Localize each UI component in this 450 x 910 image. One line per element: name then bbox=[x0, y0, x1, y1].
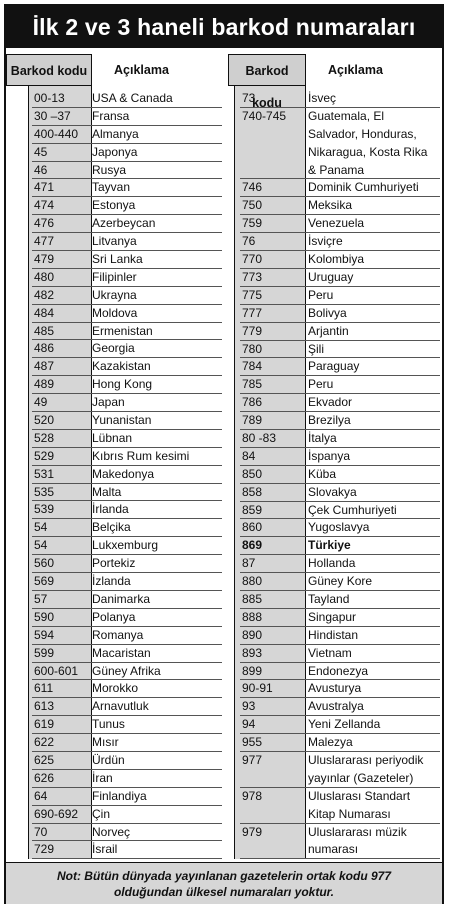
table-row bbox=[240, 788, 440, 824]
table-row bbox=[32, 841, 222, 859]
country-name: İtalya bbox=[308, 430, 337, 445]
barcode-code: 780 bbox=[242, 341, 263, 356]
right-desc-header: Açıklama bbox=[328, 63, 383, 77]
barcode-code: 76 bbox=[242, 234, 256, 249]
barcode-code: 57 bbox=[34, 591, 48, 606]
table-row bbox=[240, 716, 440, 734]
table-row bbox=[240, 698, 440, 716]
barcode-code: 979 bbox=[242, 824, 263, 839]
table-row bbox=[32, 806, 222, 824]
table-row bbox=[32, 144, 222, 162]
country-name: Hollanda bbox=[308, 556, 356, 571]
barcode-table bbox=[4, 4, 444, 904]
table-row bbox=[240, 269, 440, 287]
barcode-code: 786 bbox=[242, 395, 263, 410]
country-name: Ürdün bbox=[92, 752, 125, 767]
table-row bbox=[240, 305, 440, 323]
country-name: Azerbeycan bbox=[92, 216, 156, 231]
country-name: Romanya bbox=[92, 627, 144, 642]
country-name: Kolombiya bbox=[308, 252, 365, 267]
country-name: Sri Lanka bbox=[92, 252, 143, 267]
country-name: Lübnan bbox=[92, 430, 133, 445]
country-name: Şili bbox=[308, 341, 325, 356]
country-name: Finlandiya bbox=[92, 788, 147, 803]
country-name: Peru bbox=[308, 377, 334, 392]
table-row bbox=[32, 394, 222, 412]
barcode-code: 690-692 bbox=[34, 806, 79, 821]
table-row bbox=[240, 215, 440, 233]
country-name: Endonezya bbox=[308, 663, 369, 678]
barcode-code: 80 -83 bbox=[242, 430, 277, 445]
country-name: Yunanistan bbox=[92, 413, 152, 428]
table-row bbox=[32, 734, 222, 752]
barcode-code: 484 bbox=[34, 305, 55, 320]
page-title: İlk 2 ve 3 haneli barkod numaraları bbox=[6, 6, 442, 48]
left-table bbox=[32, 90, 222, 859]
barcode-code: 535 bbox=[34, 484, 55, 499]
country-name: Guatemala, El Salvador, Honduras, Nikaragua, Kosta Rika & Panama bbox=[308, 108, 428, 177]
barcode-code: 94 bbox=[242, 717, 256, 732]
country-name: Brezilya bbox=[308, 413, 351, 428]
barcode-code: 594 bbox=[34, 627, 55, 642]
table-row bbox=[240, 663, 440, 681]
right-table bbox=[240, 90, 440, 859]
country-name: Macaristan bbox=[92, 645, 151, 660]
table-row bbox=[32, 770, 222, 788]
table-row bbox=[240, 448, 440, 466]
country-name: İran bbox=[92, 770, 113, 785]
table-row bbox=[32, 824, 222, 842]
barcode-code: 46 bbox=[34, 162, 48, 177]
table-row bbox=[240, 609, 440, 627]
barcode-code: 93 bbox=[242, 699, 256, 714]
table-row bbox=[32, 484, 222, 502]
barcode-code: 487 bbox=[34, 359, 55, 374]
country-name: Peru bbox=[308, 287, 334, 302]
table-row bbox=[32, 680, 222, 698]
barcode-code: 746 bbox=[242, 180, 263, 195]
country-name: Tayland bbox=[308, 591, 350, 606]
barcode-code: 885 bbox=[242, 591, 263, 606]
barcode-code: 625 bbox=[34, 752, 55, 767]
table-row bbox=[240, 537, 440, 555]
barcode-code: 759 bbox=[242, 216, 263, 231]
table-row bbox=[240, 502, 440, 520]
country-name: Çek Cumhuriyeti bbox=[308, 502, 397, 517]
barcode-code: 590 bbox=[34, 609, 55, 624]
country-name: Malezya bbox=[308, 735, 353, 750]
table-row bbox=[32, 430, 222, 448]
country-name: İsviçre bbox=[308, 234, 343, 249]
table-row bbox=[240, 358, 440, 376]
barcode-code: 622 bbox=[34, 735, 55, 750]
table-row bbox=[32, 788, 222, 806]
country-name: Estonya bbox=[92, 198, 136, 213]
barcode-code: 626 bbox=[34, 770, 55, 785]
barcode-code: 978 bbox=[242, 788, 263, 803]
country-name: Norveç bbox=[92, 824, 131, 839]
barcode-code: 480 bbox=[34, 269, 55, 284]
barcode-code: 486 bbox=[34, 341, 55, 356]
table-row bbox=[32, 269, 222, 287]
barcode-code: 869 bbox=[242, 538, 263, 553]
barcode-code: 87 bbox=[242, 556, 256, 571]
table-row bbox=[240, 519, 440, 537]
barcode-code: 70 bbox=[34, 824, 48, 839]
country-name: Georgia bbox=[92, 341, 135, 356]
table-row bbox=[32, 466, 222, 484]
barcode-code: 611 bbox=[34, 681, 54, 696]
table-row bbox=[32, 215, 222, 233]
barcode-code: 560 bbox=[34, 556, 55, 571]
barcode-code: 599 bbox=[34, 645, 55, 660]
country-name: Güney Afrika bbox=[92, 663, 161, 678]
table-row bbox=[240, 394, 440, 412]
table-row bbox=[240, 680, 440, 698]
barcode-code: 880 bbox=[242, 574, 263, 589]
barcode-code: 773 bbox=[242, 269, 263, 284]
table-row bbox=[32, 627, 222, 645]
barcode-code: 400-440 bbox=[34, 126, 79, 141]
country-name: Tunus bbox=[92, 717, 125, 732]
table-row bbox=[240, 824, 440, 860]
table-row bbox=[32, 358, 222, 376]
country-name: Uruguay bbox=[308, 269, 354, 284]
country-name: Tayvan bbox=[92, 180, 131, 195]
table-row bbox=[240, 287, 440, 305]
country-name: Morokko bbox=[92, 681, 139, 696]
barcode-code: 955 bbox=[242, 735, 263, 750]
table-row bbox=[240, 412, 440, 430]
country-name: Polanya bbox=[92, 609, 136, 624]
country-name: Dominik Cumhuriyeti bbox=[308, 180, 419, 195]
country-name: Yugoslavya bbox=[308, 520, 370, 535]
country-name: Hong Kong bbox=[92, 377, 153, 392]
barcode-code: 477 bbox=[34, 234, 55, 249]
table-row bbox=[32, 448, 222, 466]
table-row bbox=[32, 287, 222, 305]
country-name: Japonya bbox=[92, 144, 138, 159]
country-name: Hindistan bbox=[308, 627, 359, 642]
table-row bbox=[32, 197, 222, 215]
country-name: Ekvador bbox=[308, 395, 353, 410]
barcode-code: 890 bbox=[242, 627, 263, 642]
country-name: Uluslarası Standart Kitap Numarası bbox=[308, 788, 411, 821]
barcode-code: 64 bbox=[34, 788, 48, 803]
table-row bbox=[32, 305, 222, 323]
country-name: Japan bbox=[92, 395, 125, 410]
table-row bbox=[32, 90, 222, 108]
table-row bbox=[240, 573, 440, 591]
table-row bbox=[240, 734, 440, 752]
barcode-code: 893 bbox=[242, 645, 263, 660]
country-name: Almanya bbox=[92, 126, 139, 141]
country-name: Litvanya bbox=[92, 234, 137, 249]
table-row bbox=[240, 108, 440, 180]
country-name: Lukxemburg bbox=[92, 538, 159, 553]
country-name: Rusya bbox=[92, 162, 127, 177]
barcode-code: 73 bbox=[242, 91, 256, 105]
table-row bbox=[240, 555, 440, 573]
table-row bbox=[240, 752, 440, 788]
barcode-code: 482 bbox=[34, 287, 55, 302]
barcode-code: 485 bbox=[34, 323, 55, 338]
table-row bbox=[32, 340, 222, 358]
barcode-code: 569 bbox=[34, 574, 55, 589]
country-name: Venezuela bbox=[308, 216, 365, 231]
country-name: Belçika bbox=[92, 520, 131, 535]
table-row bbox=[32, 126, 222, 144]
barcode-code: 750 bbox=[242, 198, 263, 213]
table-row bbox=[32, 162, 222, 180]
table-row bbox=[240, 233, 440, 251]
right-code-header: Barkod kodu bbox=[228, 54, 306, 86]
barcode-code: 479 bbox=[34, 252, 55, 267]
country-name: Filipinler bbox=[92, 269, 137, 284]
table-row bbox=[240, 341, 440, 359]
country-name: Uluslararası periyodik yayınlar (Gazeteler) bbox=[308, 752, 424, 785]
table-row bbox=[32, 501, 222, 519]
country-name: İsrail bbox=[92, 842, 118, 857]
barcode-code: 779 bbox=[242, 323, 263, 338]
country-name: İrlanda bbox=[92, 502, 129, 517]
barcode-code: 531 bbox=[34, 466, 55, 481]
table-row bbox=[240, 627, 440, 645]
table-row bbox=[32, 323, 222, 341]
country-name: Arnavutluk bbox=[92, 699, 149, 714]
table-row bbox=[240, 251, 440, 269]
country-name: Danimarka bbox=[92, 591, 151, 606]
barcode-code: 520 bbox=[34, 413, 55, 428]
barcode-code: 600-601 bbox=[34, 663, 79, 678]
barcode-code: 977 bbox=[242, 752, 263, 767]
country-name: Malta bbox=[92, 484, 122, 499]
country-name: USA & Canada bbox=[92, 91, 173, 105]
table-row bbox=[32, 591, 222, 609]
country-name: Vietnam bbox=[308, 645, 352, 660]
barcode-code: 528 bbox=[34, 430, 55, 445]
barcode-code: 489 bbox=[34, 377, 55, 392]
row-divider bbox=[240, 858, 440, 859]
barcode-code: 529 bbox=[34, 448, 55, 463]
table-row bbox=[32, 716, 222, 734]
barcode-code: 30 –37 bbox=[34, 108, 71, 123]
country-name: Kıbrıs Rum kesimi bbox=[92, 448, 190, 463]
barcode-code: 777 bbox=[242, 305, 263, 320]
table-row bbox=[240, 645, 440, 663]
barcode-code: 850 bbox=[242, 466, 263, 481]
table-row bbox=[32, 376, 222, 394]
table-row bbox=[240, 466, 440, 484]
table-row bbox=[32, 179, 222, 197]
barcode-code: 888 bbox=[242, 609, 263, 624]
country-name: Avusturya bbox=[308, 681, 362, 696]
country-name: Arjantin bbox=[308, 323, 349, 338]
country-name: Singapur bbox=[308, 609, 357, 624]
country-name: Fransa bbox=[92, 108, 130, 123]
country-name: Türkiye bbox=[308, 538, 351, 553]
table-row bbox=[32, 412, 222, 430]
country-name: Portekiz bbox=[92, 556, 136, 571]
barcode-code: 471 bbox=[34, 180, 55, 195]
barcode-code: 476 bbox=[34, 216, 55, 231]
country-name: Meksika bbox=[308, 198, 353, 213]
barcode-code: 740-745 bbox=[242, 108, 287, 123]
country-name: Küba bbox=[308, 466, 337, 481]
barcode-code: 54 bbox=[34, 538, 48, 553]
barcode-code: 860 bbox=[242, 520, 263, 535]
table-row bbox=[240, 376, 440, 394]
barcode-code: 613 bbox=[34, 699, 55, 714]
country-name: Avustralya bbox=[308, 699, 364, 714]
barcode-code: 899 bbox=[242, 663, 263, 678]
table-row bbox=[32, 519, 222, 537]
row-divider bbox=[32, 858, 222, 859]
country-name: Güney Kore bbox=[308, 574, 373, 589]
table-row bbox=[32, 573, 222, 591]
country-name: Makedonya bbox=[92, 466, 155, 481]
table-row bbox=[32, 645, 222, 663]
country-name: Yeni Zellanda bbox=[308, 717, 381, 732]
table-row bbox=[32, 233, 222, 251]
barcode-code: 45 bbox=[34, 144, 48, 159]
barcode-code: 539 bbox=[34, 502, 55, 517]
country-name: İsveç bbox=[308, 91, 337, 105]
table-row bbox=[32, 663, 222, 681]
country-name: Mısır bbox=[92, 735, 119, 750]
barcode-code: 729 bbox=[34, 842, 55, 857]
table-row bbox=[32, 609, 222, 627]
table-row bbox=[240, 323, 440, 341]
left-desc-header: Açıklama bbox=[114, 63, 169, 77]
barcode-code: 474 bbox=[34, 198, 55, 213]
table-row bbox=[240, 430, 440, 448]
table-row bbox=[32, 537, 222, 555]
country-name: Ukrayna bbox=[92, 287, 137, 302]
barcode-code: 90-91 bbox=[242, 681, 273, 696]
country-name: Ermenistan bbox=[92, 323, 153, 338]
country-name: Slovakya bbox=[308, 484, 357, 499]
table-row bbox=[32, 698, 222, 716]
table-row bbox=[240, 90, 440, 108]
barcode-code: 859 bbox=[242, 502, 263, 517]
country-name: İspanya bbox=[308, 448, 351, 463]
left-code-header: Barkod kodu bbox=[6, 54, 92, 86]
barcode-code: 785 bbox=[242, 377, 263, 392]
country-name: Kazakistan bbox=[92, 359, 151, 374]
barcode-code: 858 bbox=[242, 484, 263, 499]
barcode-code: 00-13 bbox=[34, 91, 65, 105]
country-name: Moldova bbox=[92, 305, 138, 320]
barcode-code: 54 bbox=[34, 520, 48, 535]
barcode-code: 789 bbox=[242, 413, 263, 428]
barcode-code: 84 bbox=[242, 448, 256, 463]
country-name: Uluslararası müzik numarası bbox=[308, 824, 407, 857]
barcode-code: 619 bbox=[34, 717, 55, 732]
table-row bbox=[32, 752, 222, 770]
table-row bbox=[32, 108, 222, 126]
country-name: Bolivya bbox=[308, 305, 347, 320]
barcode-code: 49 bbox=[34, 395, 48, 410]
barcode-code: 770 bbox=[242, 252, 263, 267]
table-row bbox=[32, 251, 222, 269]
footnote-text: Not: Bütün dünyada yayınlanan gazetelerin ortak kodu 977 olduğundan ülkesel numaraları yoktur. bbox=[56, 869, 392, 899]
table-row bbox=[240, 197, 440, 215]
country-name: Çin bbox=[92, 806, 111, 821]
table-row bbox=[32, 555, 222, 573]
table-row bbox=[240, 484, 440, 502]
footnote bbox=[6, 862, 442, 904]
barcode-code: 775 bbox=[242, 287, 263, 302]
table-row bbox=[240, 591, 440, 609]
country-name: Paraguay bbox=[308, 359, 360, 374]
table-row bbox=[240, 179, 440, 197]
country-name: İzlanda bbox=[92, 574, 131, 589]
barcode-code: 784 bbox=[242, 359, 263, 374]
